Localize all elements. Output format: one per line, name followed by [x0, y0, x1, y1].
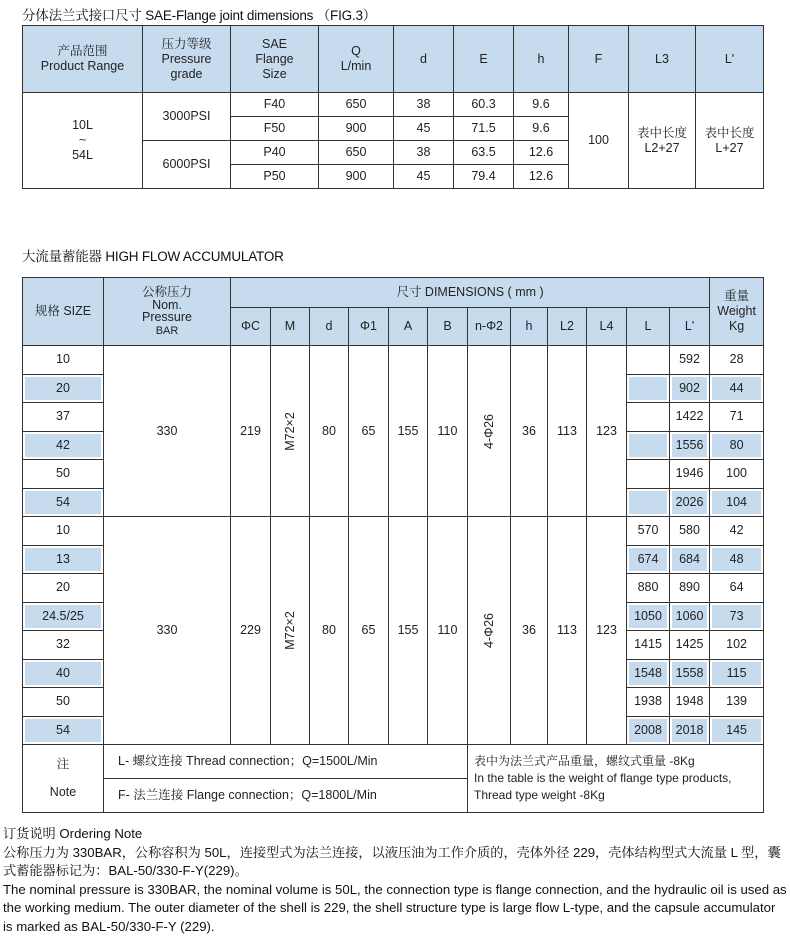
d-cell: 80 — [310, 346, 349, 517]
l-prime-cell: 684 — [670, 545, 710, 574]
header-col: L2 — [548, 308, 587, 346]
note-weight: 表中为法兰式产品重量，螺纹式重量 -8Kg In the table is the weight of flange type products, Thread type weight -8Kg — [468, 745, 764, 813]
l3-cell: 表中长度 L2+27 — [629, 93, 696, 189]
header-col: L — [627, 308, 670, 346]
l-prime-cell: 1558 — [670, 659, 710, 688]
d-cell: 38 — [394, 141, 454, 165]
l-prime-cell: 表中长度 L+27 — [696, 93, 764, 189]
h-cell: 9.6 — [514, 93, 569, 117]
phi1-cell: 65 — [349, 346, 389, 517]
size-cell: 20 — [23, 574, 104, 603]
size-cell: 13 — [23, 545, 104, 574]
note-thread-connection: L- 螺纹连接 Thread connection；Q=1500L/Min — [104, 745, 468, 779]
l-cell — [627, 460, 670, 489]
b-cell: 110 — [428, 517, 468, 745]
n-phi2-cell — [468, 517, 511, 745]
sae-cell: P50 — [231, 165, 319, 189]
d-cell: 45 — [394, 117, 454, 141]
d-cell: 45 — [394, 165, 454, 189]
sae-cell: F50 — [231, 117, 319, 141]
l-prime-cell: 1422 — [670, 403, 710, 432]
pressure-cell: 330 — [104, 346, 231, 517]
ordering-note-title: 订货说明 Ordering Note — [3, 826, 143, 841]
header-e: E — [454, 26, 514, 93]
header-nominal-pressure: 公称压力 Nom. Pressure BAR — [104, 278, 231, 346]
vertical-text: 4-Φ26 — [481, 613, 496, 648]
size-cell: 54 — [23, 716, 104, 745]
l4-cell: 123 — [587, 346, 627, 517]
accumulator-table — [22, 277, 764, 813]
e-cell: 63.5 — [454, 141, 514, 165]
header-l-prime: L' — [696, 26, 764, 93]
size-cell: 42 — [23, 431, 104, 460]
l-cell — [627, 346, 670, 375]
size-cell: 54 — [23, 488, 104, 517]
weight-cell: 44 — [710, 374, 764, 403]
weight-cell: 100 — [710, 460, 764, 489]
table-row — [23, 517, 764, 546]
f-cell: 100 — [569, 93, 629, 189]
header-col: L' — [670, 308, 710, 346]
weight-cell: 102 — [710, 631, 764, 660]
sae-cell: F40 — [231, 93, 319, 117]
l-cell — [627, 431, 670, 460]
ordering-note-english: The nominal pressure is 330BAR, the nominal volume is 50L, the connection type is flange connection, and the hydraulic oil is used as the working medium. The outer diameter of the shell is 229, the shell structure type is large flow L-type, and the capsule accumulator is marked as BAL-50/330-F-Y (229). — [3, 881, 787, 934]
header-pressure-grade: 压力等级 Pressure grade — [143, 26, 231, 93]
header-col: B — [428, 308, 468, 346]
q-cell: 900 — [319, 165, 394, 189]
header-l3: L3 — [629, 26, 696, 93]
weight-cell: 48 — [710, 545, 764, 574]
l-cell — [627, 403, 670, 432]
header-d: d — [394, 26, 454, 93]
l2-cell: 113 — [548, 517, 587, 745]
d-cell: 38 — [394, 93, 454, 117]
header-col: h — [511, 308, 548, 346]
vertical-text: M72×2 — [282, 611, 297, 650]
phic-cell: 229 — [231, 517, 271, 745]
phic-cell: 219 — [231, 346, 271, 517]
header-col: Φ1 — [349, 308, 389, 346]
weight-cell: 42 — [710, 517, 764, 546]
flange-dimensions-table — [22, 25, 764, 189]
h-cell: 36 — [511, 346, 548, 517]
l-cell: 2008 — [627, 716, 670, 745]
weight-cell: 28 — [710, 346, 764, 375]
m-cell — [271, 517, 310, 745]
l-prime-cell: 1556 — [670, 431, 710, 460]
b-cell: 110 — [428, 346, 468, 517]
l-cell: 880 — [627, 574, 670, 603]
size-cell: 50 — [23, 460, 104, 489]
vertical-text: 4-Φ26 — [481, 413, 496, 449]
note-flange-connection: F- 法兰连接 Flange connection；Q=1800L/Min — [104, 779, 468, 813]
h-cell: 9.6 — [514, 117, 569, 141]
l-cell: 674 — [627, 545, 670, 574]
weight-cell: 139 — [710, 688, 764, 717]
q-cell: 650 — [319, 93, 394, 117]
e-cell: 79.4 — [454, 165, 514, 189]
flange-table-title: 分体法兰式接口尺寸 SAE-Flange joint dimensions （FIG.3） — [22, 8, 377, 23]
l-prime-cell: 592 — [670, 346, 710, 375]
header-sae-size: SAE Flange Size — [231, 26, 319, 93]
header-size: 规格 SIZE — [23, 278, 104, 346]
h-cell: 12.6 — [514, 141, 569, 165]
l-prime-cell: 2018 — [670, 716, 710, 745]
phi1-cell: 65 — [349, 517, 389, 745]
size-cell: 50 — [23, 688, 104, 717]
h-cell: 36 — [511, 517, 548, 745]
l-prime-cell: 890 — [670, 574, 710, 603]
weight-cell: 80 — [710, 431, 764, 460]
n-phi2-cell — [468, 346, 511, 517]
pressure-cell: 330 — [104, 517, 231, 745]
l-cell: 1415 — [627, 631, 670, 660]
table-row — [23, 346, 764, 375]
l-cell: 1938 — [627, 688, 670, 717]
ordering-note-chinese: 公称压力为 330BAR，公称容积为 50L，连接型式为法兰连接，以液压油为工作介质的，壳体外径 229，壳体结构型式大流量 L 型，囊式蓄能器标记为：BAL-50/330-F-Y(229)。 — [3, 844, 781, 878]
a-cell: 155 — [389, 346, 428, 517]
e-cell: 71.5 — [454, 117, 514, 141]
weight-cell: 73 — [710, 602, 764, 631]
l4-cell: 123 — [587, 517, 627, 745]
size-cell: 24.5/25 — [23, 602, 104, 631]
l-prime-cell: 1060 — [670, 602, 710, 631]
accumulator-table-title: 大流量蓄能器 HIGH FLOW ACCUMULATOR — [22, 249, 284, 264]
header-weight: 重量 Weight Kg — [710, 278, 764, 346]
weight-cell: 64 — [710, 574, 764, 603]
size-cell: 32 — [23, 631, 104, 660]
header-col: ΦC — [231, 308, 271, 346]
vertical-text: M72×2 — [282, 411, 297, 451]
l-prime-cell: 580 — [670, 517, 710, 546]
note-label: 注 Note — [23, 745, 104, 813]
header-product-range: 产品范围 Product Range — [23, 26, 143, 93]
header-dimensions: 尺寸 DIMENSIONS ( mm ) — [231, 278, 710, 308]
header-col: L4 — [587, 308, 627, 346]
product-range-cell: 10L ~ 54L — [23, 93, 143, 189]
sae-cell: P40 — [231, 141, 319, 165]
header-h: h — [514, 26, 569, 93]
size-cell: 20 — [23, 374, 104, 403]
l-prime-cell: 1946 — [670, 460, 710, 489]
weight-cell: 115 — [710, 659, 764, 688]
l-cell: 1548 — [627, 659, 670, 688]
q-cell: 900 — [319, 117, 394, 141]
m-cell — [271, 346, 310, 517]
h-cell: 12.6 — [514, 165, 569, 189]
q-cell: 650 — [319, 141, 394, 165]
header-col: M — [271, 308, 310, 346]
header-col: d — [310, 308, 349, 346]
e-cell: 60.3 — [454, 93, 514, 117]
size-cell: 10 — [23, 346, 104, 375]
l-cell: 570 — [627, 517, 670, 546]
l-prime-cell: 1948 — [670, 688, 710, 717]
l-cell — [627, 488, 670, 517]
grade-cell: 3000PSI — [143, 93, 231, 141]
grade-cell: 6000PSI — [143, 141, 231, 189]
l-cell — [627, 374, 670, 403]
weight-cell: 71 — [710, 403, 764, 432]
size-cell: 37 — [23, 403, 104, 432]
header-q: Q L/min — [319, 26, 394, 93]
l2-cell: 113 — [548, 346, 587, 517]
a-cell: 155 — [389, 517, 428, 745]
l-prime-cell: 2026 — [670, 488, 710, 517]
header-col: n-Φ2 — [468, 308, 511, 346]
header-f: F — [569, 26, 629, 93]
header-col: A — [389, 308, 428, 346]
weight-cell: 145 — [710, 716, 764, 745]
ordering-note — [3, 825, 788, 936]
size-cell: 40 — [23, 659, 104, 688]
l-cell: 1050 — [627, 602, 670, 631]
d-cell: 80 — [310, 517, 349, 745]
weight-cell: 104 — [710, 488, 764, 517]
l-prime-cell: 902 — [670, 374, 710, 403]
l-prime-cell: 1425 — [670, 631, 710, 660]
size-cell: 10 — [23, 517, 104, 546]
